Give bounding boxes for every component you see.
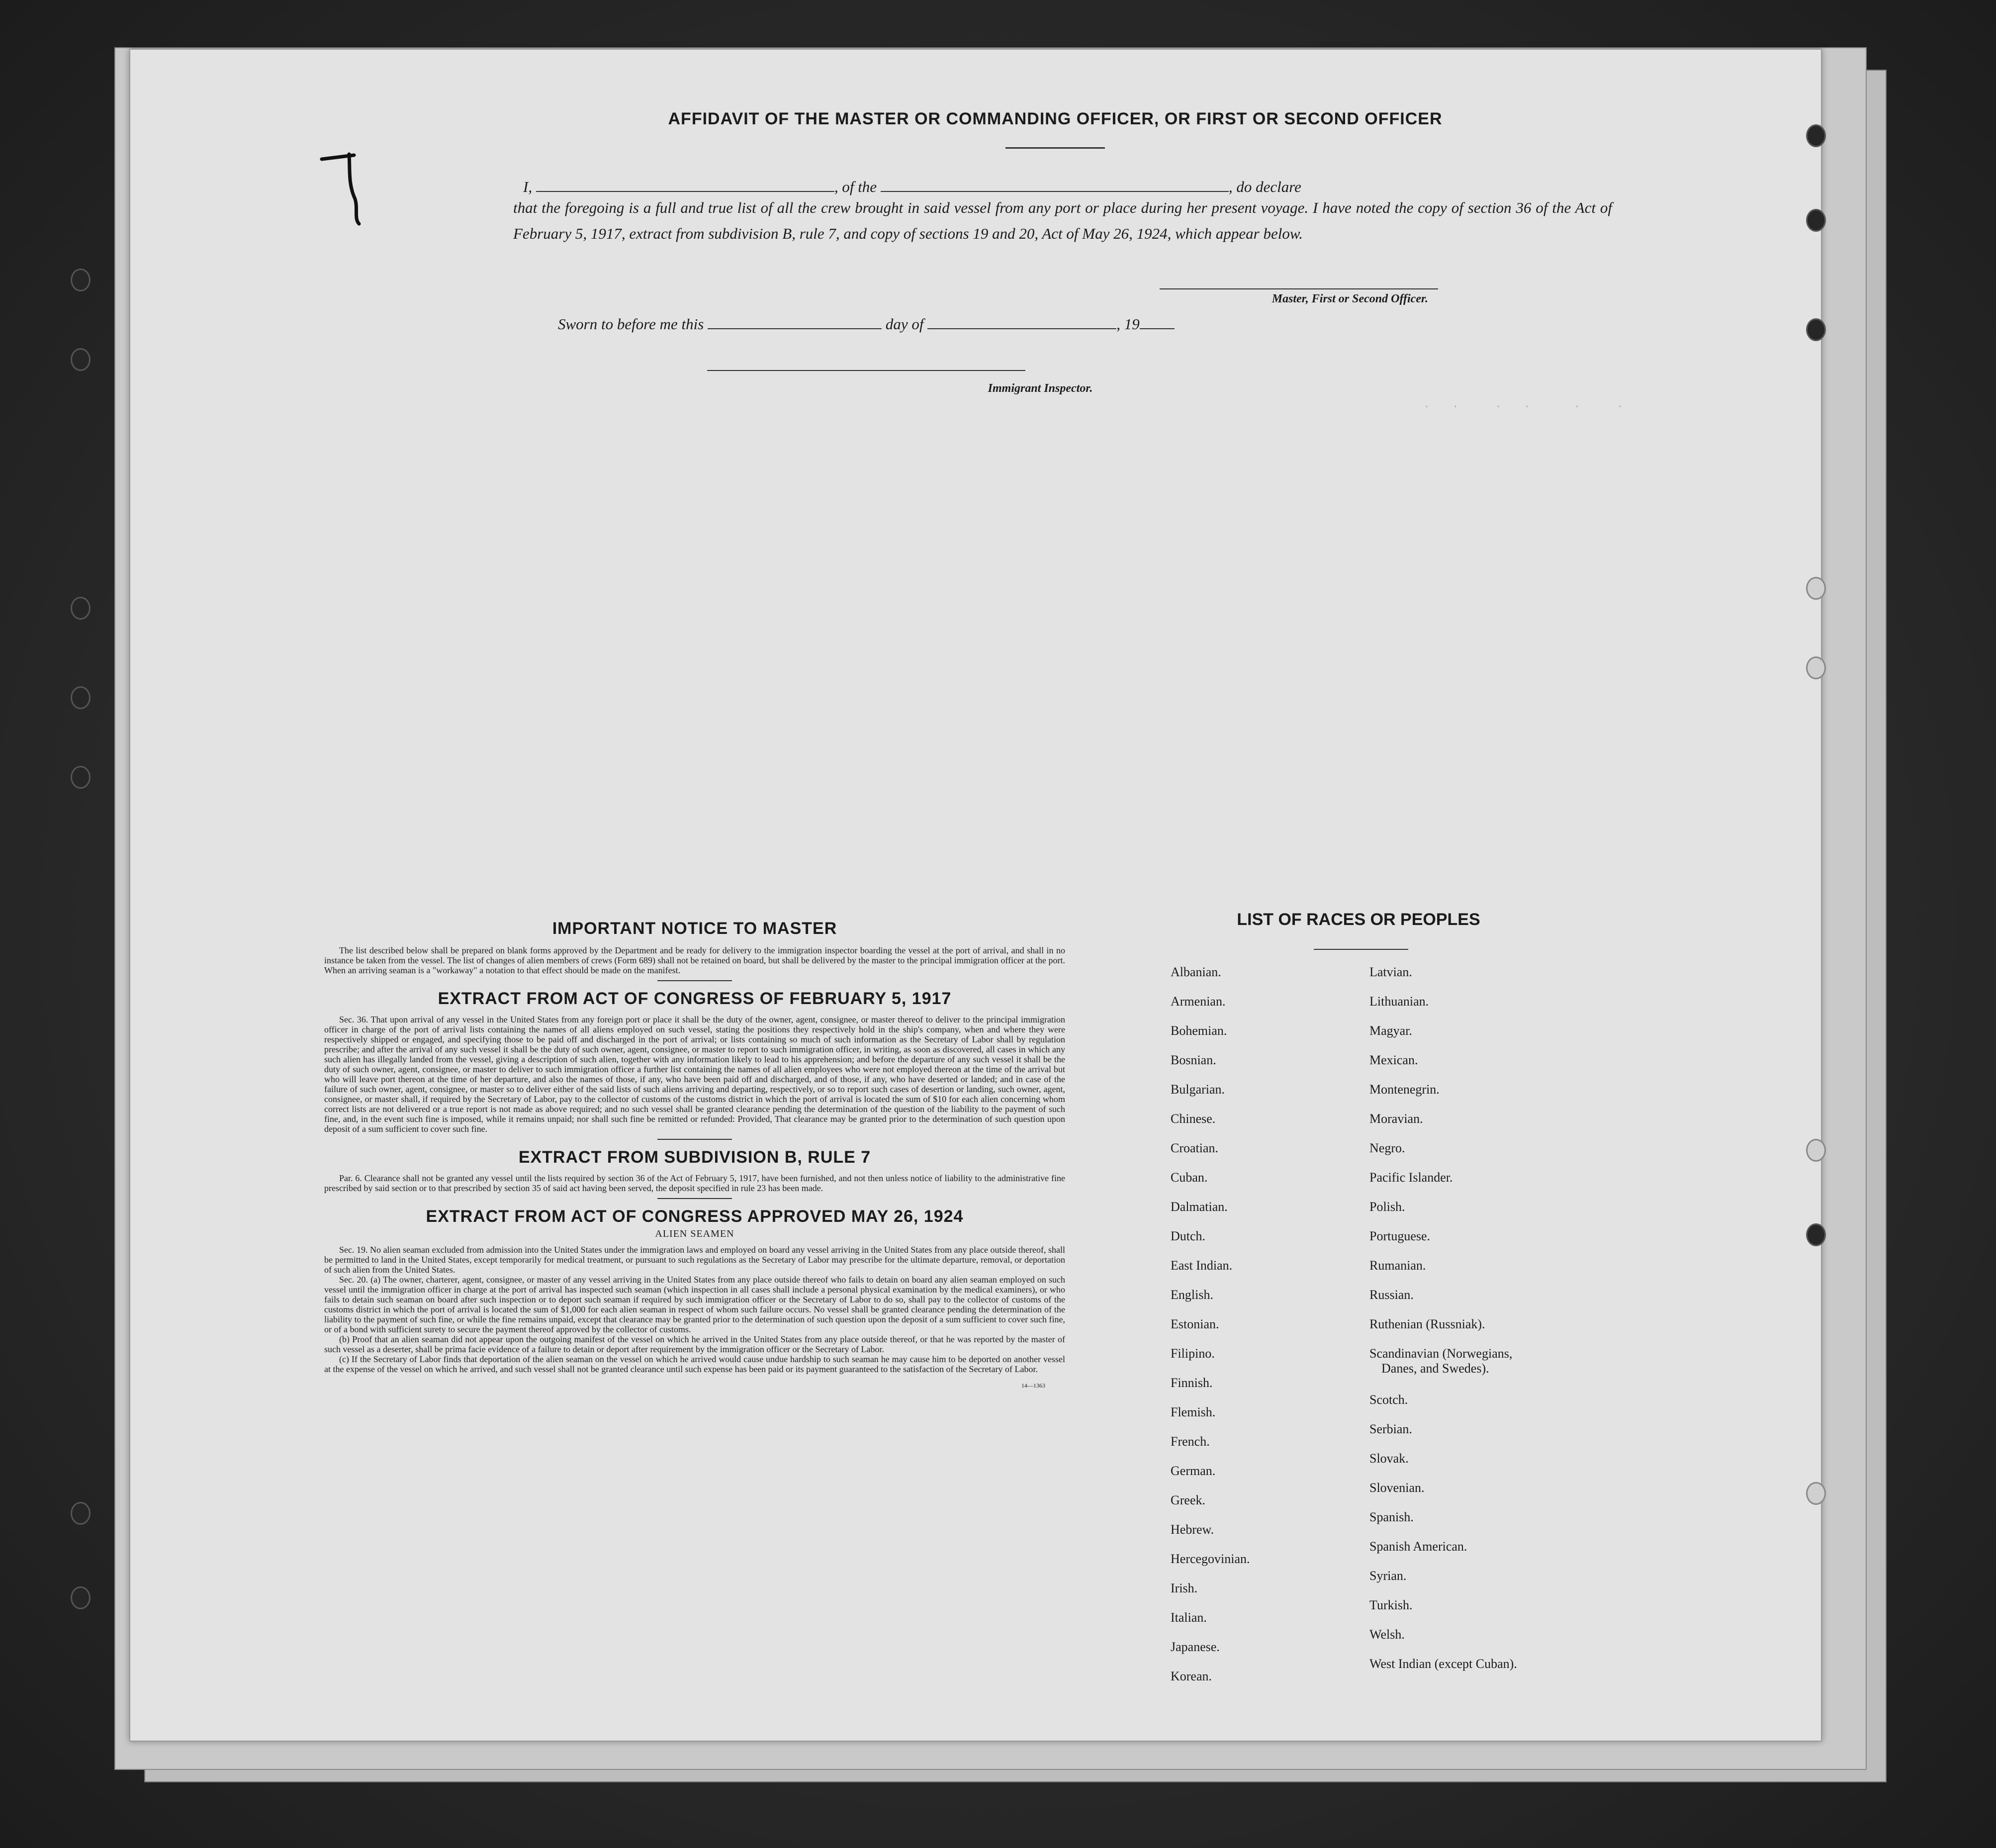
race-item: Dalmatian. bbox=[1171, 1200, 1228, 1214]
race-item: Armenian. bbox=[1171, 994, 1226, 1009]
race-item: Filipino. bbox=[1171, 1346, 1215, 1361]
race-item: Welsh. bbox=[1369, 1627, 1405, 1642]
race-item: Italian. bbox=[1171, 1610, 1207, 1625]
sec19-text: Sec. 19. No alien seaman excluded from admission into the United States under the immigration laws and employed on board any vessel arriving in the United States from any place outside thereof, shall be permitted to land in the United States, except temporarily for medical treatment, or pursuant to such regulations as the Secretary of Labor may prescribe for the ultimate departure, removal, or deportation of such alien from the United States. bbox=[324, 1245, 1065, 1275]
race-item: Polish. bbox=[1369, 1200, 1405, 1214]
binder-hole bbox=[71, 269, 91, 291]
race-item: Magyar. bbox=[1369, 1023, 1412, 1038]
extract-1917-text: Sec. 36. That upon arrival of any vessel in the United States from any foreign port or place it shall be the duty of the owner, agent, consignee, or master thereof to deliver to the principal immigration officer in charge of the port of arrival lists containing the names of all aliens employed on such vessel, stating the positions they respectively hold in the ship's company, when and where they were respectively shipped or engaged, and specifying those to be paid off and discharged in the port of arrival; or lists containing so much of such information as the Secretary of Labor shall by regulation prescribe; and after the arrival of any such vessel it shall be the duty of such owner, agent, consignee, or master to report to such immigration officer, in writing, as soon as discovered, all cases in which any such alien has illegally landed from the vessel, giving a description of such alien, together with any information likely to lead to his apprehension; and before the departure of any such vessel it shall be the duty of such owner, agent, consignee, or master to deliver to such immigration officer a further list containing the names of all alien employees who were not employed thereon at the time of the arrival but who will leave port thereon at the time of her departure, and also the names of those, if any, who have been paid off and discharged, and of those, if any, who have deserted or landed; and in case of the failure of such owner, agent, consignee, or master so to deliver either of the said lists of such aliens arriving and departing, respectively, or so to report such cases of desertion or landing, such owner, agent, consignee, or master shall, if required by the Secretary of Labor, pay to the collector of customs of the customs district in which the port of arrival is located the sum of $10 for each alien concerning whom correct lists are not delivered or a true report is not made as above required; and no such vessel shall be granted clearance pending the determination of the question of the liability to the payment of such fine, and, in the event such fine is imposed, while it remains unpaid; nor shall such fine be remitted or refunded: Provided, That clearance may be granted prior to the determination of such question upon deposit of a sum sufficient to cover such fine. bbox=[324, 1015, 1065, 1134]
divider bbox=[1314, 949, 1408, 950]
race-item: Scotch. bbox=[1369, 1392, 1408, 1407]
race-item: Bosnian. bbox=[1171, 1053, 1216, 1067]
race-item: Greek. bbox=[1171, 1493, 1206, 1507]
inspector-caption: Immigrant Inspector. bbox=[988, 382, 1093, 395]
race-item: Rumanian. bbox=[1369, 1258, 1426, 1273]
race-item: English. bbox=[1171, 1288, 1213, 1302]
handwritten-mark bbox=[319, 149, 374, 229]
affidavit-title: AFFIDAVIT OF THE MASTER OR COMMANDING OFFICER, OR FIRST OR SECOND OFFICER bbox=[668, 109, 1443, 128]
decl-i-label: I, bbox=[523, 178, 533, 195]
sec20b-text: (b) Proof that an alien seaman did not appear upon the outgoing manifest of the vessel on which he arrived in the United States from any place outside thereof, or that he was reported by the master of such vessel as a deserter, shall be prima facie evidence of a failure to detain or deport after requirement by the immigration officer or the Secretary of Labor. bbox=[324, 1334, 1065, 1354]
binder-hole bbox=[71, 686, 91, 709]
race-item: Estonian. bbox=[1171, 1317, 1219, 1331]
binder-hole bbox=[1806, 1482, 1826, 1505]
race-item: East Indian. bbox=[1171, 1258, 1233, 1273]
sworn-year-field[interactable] bbox=[1140, 316, 1175, 329]
race-item: Hercegovinian. bbox=[1171, 1552, 1250, 1566]
decl-declare-label: , do declare bbox=[1228, 178, 1301, 195]
race-item: Ruthenian (Russniak). bbox=[1369, 1317, 1485, 1331]
notice-heading: IMPORTANT NOTICE TO MASTER bbox=[552, 919, 837, 938]
race-item: Korean. bbox=[1171, 1669, 1212, 1683]
binder-hole bbox=[71, 1586, 91, 1609]
sworn-line bbox=[558, 315, 1503, 333]
binder-hole bbox=[1806, 124, 1826, 147]
race-item: Lithuanian. bbox=[1369, 994, 1429, 1009]
extract-rule7-text: Par. 6. Clearance shall not be granted any vessel until the lists required by section 36 of the Act of February 5, 1917, have been furnished, and not then unless notice of liability to the administrative fine prescribed by said section or to that prescribed by section 35 of said act having been served, the deposit specified in rule 23 has been made. bbox=[324, 1173, 1065, 1193]
sworn-year-label: , 19 bbox=[1116, 315, 1140, 333]
sworn-month-field[interactable] bbox=[927, 316, 1116, 329]
divider bbox=[657, 980, 732, 981]
race-item: Hebrew. bbox=[1171, 1522, 1214, 1537]
bleed-through: . . . . . . bbox=[1423, 398, 1624, 411]
race-item: Croatian. bbox=[1171, 1141, 1219, 1155]
race-item: Bohemian. bbox=[1171, 1023, 1227, 1038]
binder-hole bbox=[1806, 209, 1826, 232]
race-item: Montenegrin. bbox=[1369, 1082, 1440, 1097]
race-item: Albanian. bbox=[1171, 965, 1221, 979]
form-number: 14—1363 bbox=[1021, 1382, 1045, 1389]
decl-of-label: , of the bbox=[834, 178, 877, 195]
divider bbox=[1005, 147, 1105, 149]
declaration-line bbox=[508, 178, 1602, 196]
race-item: Serbian. bbox=[1369, 1422, 1412, 1436]
sworn-prefix: Sworn to before me this bbox=[558, 315, 704, 333]
sec20c-text: (c) If the Secretary of Labor finds that deportation of the alien seaman on the vessel on which he arrived would cause undue hardship to such seaman he may cause him to be deported on another vessel at the expense of the vessel on which he arrived, and such vessel shall not be granted clearance until such expense has been paid or its payment guaranteed to the satisfaction of the Secretary of Labor. bbox=[324, 1354, 1065, 1374]
binder-hole bbox=[1806, 577, 1826, 600]
master-name-field[interactable] bbox=[536, 179, 834, 192]
race-item: Portuguese. bbox=[1369, 1229, 1431, 1243]
race-item: Latvian. bbox=[1369, 965, 1412, 979]
race-item: Mexican. bbox=[1369, 1053, 1418, 1067]
binder-hole bbox=[71, 1502, 91, 1525]
race-item: Bulgarian. bbox=[1171, 1082, 1225, 1097]
race-item: Negro. bbox=[1369, 1141, 1405, 1155]
divider bbox=[657, 1198, 732, 1199]
race-item: German. bbox=[1171, 1464, 1216, 1478]
race-item: Chinese. bbox=[1171, 1111, 1216, 1126]
signature-caption: Master, First or Second Officer. bbox=[1271, 292, 1428, 305]
notice-text: The list described below shall be prepared on blank forms approved by the Department and be ready for delivery to the immigration inspector boarding the vessel at the port of arrival, and shall in no instance be taken from the vessel. The list of changes of alien members of crews (Form 689) shall not be retained on board, but shall be delivered by the master to the principal immigration officer at the port. When an arriving seaman is a "workaway" a notation to that effect should be made on the manifest. bbox=[324, 945, 1065, 975]
race-item: Flemish. bbox=[1171, 1405, 1216, 1419]
race-item: Finnish. bbox=[1171, 1376, 1213, 1390]
race-item: Japanese. bbox=[1171, 1640, 1220, 1654]
sworn-day-of-label: day of bbox=[885, 315, 924, 333]
race-item: Danes, and Swedes). bbox=[1381, 1361, 1489, 1376]
race-item: Slovak. bbox=[1369, 1451, 1409, 1466]
race-item: Slovenian. bbox=[1369, 1480, 1425, 1495]
race-item: Scandinavian (Norwegians, bbox=[1369, 1346, 1513, 1361]
extract-1924-heading: EXTRACT FROM ACT OF CONGRESS APPROVED MAY 26, 1924 bbox=[426, 1207, 964, 1226]
binder-hole bbox=[71, 766, 91, 789]
race-item: Cuban. bbox=[1171, 1170, 1208, 1185]
inspector-signature-line[interactable] bbox=[707, 370, 1025, 371]
divider bbox=[657, 1139, 732, 1140]
vessel-name-field[interactable] bbox=[881, 179, 1229, 192]
extract-rule7-heading: EXTRACT FROM SUBDIVISION B, RULE 7 bbox=[518, 1148, 871, 1167]
sec20a-text: Sec. 20. (a) The owner, charterer, agent, consignee, or master of any vessel arriving in the United States from any place outside thereof who fails to detain on board any alien seaman employed on such vessel until the immigration officer in charge at the port of arrival has inspected such seaman (which inspection in all cases shall include a personal physical examination by the medical examiners), or who fails to detain such seaman on board after such inspection or to deport such seaman if required by such immigration officer or the Secretary of Labor to do so, shall pay to the collector of customs of the customs district in which the port of arrival is located the sum of $1,000 for each alien seaman in respect of whom such failure occurs. No vessel shall be granted clearance pending the determination of the liability to the payment of such fine, or while the fine remains unpaid, except that clearance may be granted prior to the determination of such question upon the deposit of a sum sufficient to cover such fine, or of a bond with sufficient surety to secure the payment thereof approved by the collector of customs. bbox=[324, 1275, 1065, 1334]
declaration-body: that the foregoing is a full and true list of all the crew brought in said vessel from any port or place during her present voyage. I have noted the copy of section 36 of the Act of February 5, 1917, extract from subdivision B, rule 7, and copy of sections 19 and 20, Act of May 26, 1924, which appear below. bbox=[513, 199, 1612, 242]
race-item: West Indian (except Cuban). bbox=[1369, 1657, 1517, 1671]
binder-hole bbox=[1806, 656, 1826, 679]
signature-line[interactable] bbox=[1160, 288, 1438, 289]
race-item: Pacific Islander. bbox=[1369, 1170, 1453, 1185]
sworn-day-field[interactable] bbox=[708, 316, 882, 329]
binder-hole bbox=[1806, 318, 1826, 341]
alien-seamen-subheading: ALIEN SEAMEN bbox=[655, 1228, 734, 1239]
race-item: Moravian. bbox=[1369, 1111, 1423, 1126]
binder-hole bbox=[71, 348, 91, 371]
form-page bbox=[129, 49, 1822, 1742]
race-item: Spanish. bbox=[1369, 1510, 1414, 1524]
race-item: Turkish. bbox=[1369, 1598, 1413, 1612]
race-item: Dutch. bbox=[1171, 1229, 1206, 1243]
race-item: Spanish American. bbox=[1369, 1539, 1467, 1554]
race-item: Syrian. bbox=[1369, 1569, 1407, 1583]
extract-1917-heading: EXTRACT FROM ACT OF CONGRESS OF FEBRUARY 5, 1917 bbox=[438, 989, 952, 1008]
race-item: Irish. bbox=[1171, 1581, 1198, 1595]
binder-hole bbox=[71, 597, 91, 620]
notice-section bbox=[324, 919, 1065, 1389]
race-item: French. bbox=[1171, 1434, 1210, 1449]
binder-hole bbox=[1806, 1223, 1826, 1246]
binder-hole bbox=[1806, 1139, 1826, 1162]
race-item: Russian. bbox=[1369, 1288, 1414, 1302]
races-title: LIST OF RACES OR PEOPLES bbox=[1237, 910, 1480, 929]
